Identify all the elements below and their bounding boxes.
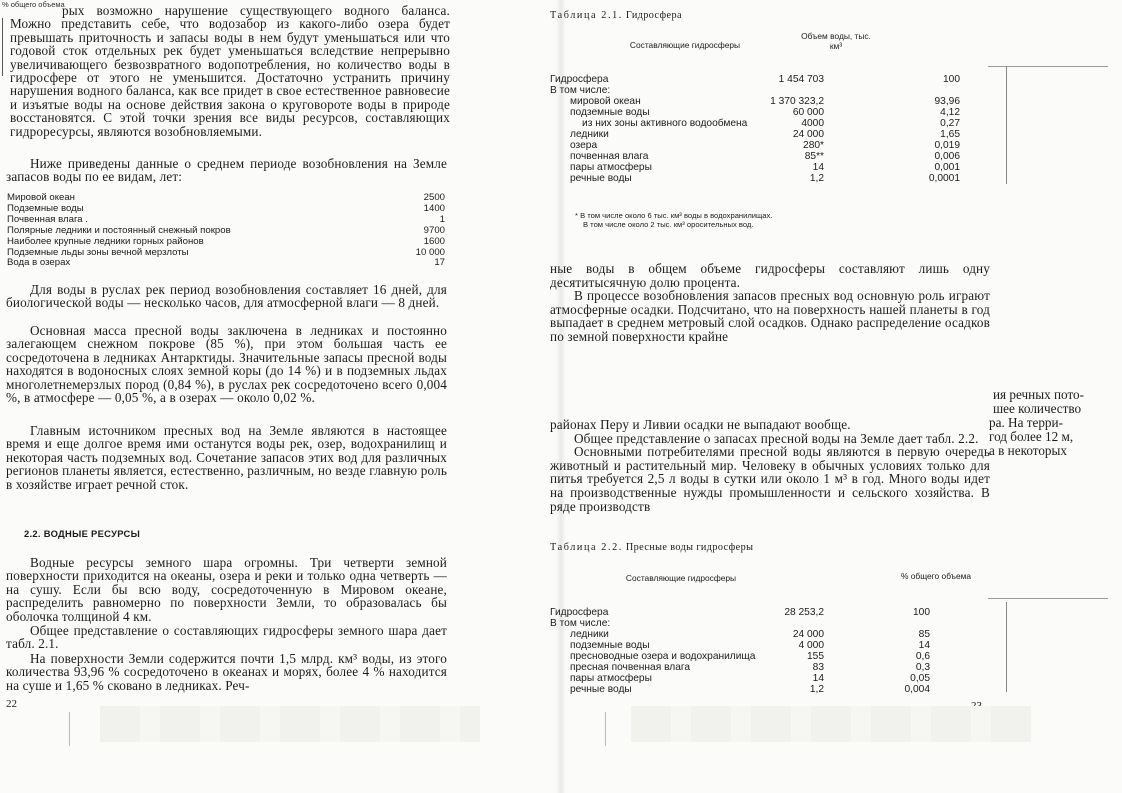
row-percent: 0,006 [934,151,960,162]
right-page [550,0,1122,793]
row-volume: 280* [803,140,824,151]
period-value: 17 [434,257,445,269]
table2 [550,607,970,695]
text-fragment: ра. На терри- [989,415,1063,430]
period-row [7,258,445,269]
table2-caption-title: Пресные воды гидросферы [625,542,754,553]
row-label: пресная почвенная влага [570,662,691,673]
scan-artifact [100,706,480,742]
row-volume: 85** [804,151,824,162]
period-value: 9700 [423,224,445,236]
table-row [550,640,970,651]
table-row [550,151,970,162]
row-label: ледники [570,629,609,640]
row-volume: 1 370 323,2 [770,96,824,107]
period-name: Подземные льды зоны вечной мерзлоты [7,246,189,258]
table-row [550,162,970,173]
row-percent: 0,019 [934,140,960,151]
period-value: 2500 [423,192,445,203]
period-name: Подземные воды [7,202,84,214]
table-row [550,607,970,618]
table-row [550,129,970,140]
section-title: 2.2. ВОДНЫЕ РЕСУРСЫ [24,528,141,539]
table2-col-percent: % общего объема [901,571,972,581]
row-volume: 14 [812,162,824,173]
paragraph-surface: На поверхности Земли содержится почти 1,5 млрд. км³ воды, из этого количества 93,96 % сосредоточено в океанах и морях, более 4 % находится на суше и 1,65 % сковано в ледниках. Реч- [6,651,447,693]
row-label: озера [570,140,598,151]
table1-col-component: Составляющие гидросферы [629,40,741,50]
row-percent: 0,3 [915,662,930,673]
paragraph-general: Общее представление о составляющих гидросферы земного шара дает табл. 2.1. [6,623,447,652]
row-label: речные воды [570,173,632,184]
row-percent: 4,12 [940,107,960,118]
period-row [7,226,445,237]
row-label: речные воды [570,684,632,695]
text-fragment: а в некоторых [989,443,1067,458]
table-row [550,74,970,85]
row-percent: 0,27 [940,118,960,129]
row-label: почвенная влага [570,151,649,162]
table1-caption-title: Гидросфера [625,10,682,21]
row-percent: 0,05 [910,673,930,684]
table-row [550,85,970,96]
table-row [550,684,970,695]
row-percent: 0,6 [915,651,930,662]
period-name: Почвенная влага . [7,213,88,225]
right-text-block-2 [550,418,990,513]
paragraph-renewal: В процессе возобновления запасов пресных вод основную роль играют атмосферные осадки. Подсчитано, что на поверхность нашей планеты в год выпадает в среднем метровый слой осадков. Однако распределение осадков по земной поверхности крайне [550,288,990,344]
period-list [7,193,445,269]
table1-col-volume: Объем воды, тыс. км³ [801,31,871,51]
table1-footnote-2: В том числе около 2 тыс. км³ оросительных вод. [583,220,754,229]
row-percent: 100 [913,607,930,618]
row-label: подземные воды [570,107,650,118]
table1-caption-prefix: Таблица 2.1. [550,10,623,21]
page-number-left: 22 [6,698,17,710]
scan-mark [69,712,70,746]
period-name: Мировой океан [7,192,75,203]
period-value: 10 000 [415,246,445,258]
margin-bracket [2,18,7,76]
row-label: В том числе: [550,85,611,96]
intro-paragraph: рых возможно нарушение существующего водного баланса. Можно представить себе, что водозабор из какого-либо озера будет превышать приточность и запасы воды в нем будут уменьшаться или что годовой сток отдельных рек будет уменьшаться вследствие непрерывно увеличивающего безвозвратного водопотребления, но количество воды в гидросфере от этого не уменьшится. Достаточно устранить причину нарушения водного баланса, как все придет в свое естественное равновесие и изъятые воды на основе действия закона о круговороте воды в природе восстановятся. С этой точки зрения все виды ресурсов, составляющих гидроресурсы, являются возобновляемыми. [10,3,450,139]
row-volume: 4 000 [798,640,824,651]
row-label: из них зоны активного водообмена [582,118,748,129]
table2-caption [550,542,753,553]
row-volume: 4000 [801,118,824,129]
row-label: пары атмосферы [570,673,652,684]
row-volume: 83 [812,662,824,673]
corner-note: % общего объема [2,0,65,9]
row-percent: 93,96 [934,96,960,107]
period-value: 1400 [423,202,445,214]
table-row [550,673,970,684]
row-label: пары атмосферы [570,162,652,173]
paragraph-general2: Общее представление о запасах пресной воды на Земле дает табл. 2.2. [574,430,979,446]
scan-line [1006,66,1007,184]
table-row [550,662,970,673]
row-percent: 1,65 [940,129,960,140]
left-page [0,0,560,793]
table1 [550,74,970,184]
table-row [550,140,970,151]
row-percent: 0,001 [934,162,960,173]
table1-caption [550,10,682,21]
scan-line [988,598,1108,599]
row-label: пресноводные озера и водохранилища [570,651,756,662]
table-row [550,173,970,184]
row-percent: 0,0001 [928,173,960,184]
row-volume: 1 454 703 [778,74,824,85]
row-label: ледники [570,129,609,140]
row-percent: 85 [918,629,930,640]
period-name: Полярные ледники и постоянный снежный покров [7,224,231,236]
paragraph-fresh-mass: Основная масса пресной воды заключена в ледниках и постоянно залегающем снежном покрове (85 %), при этом большая часть ее сосредоточена в ледниках Антарктиды. Значительные запасы пресной воды находятся в водоносных слоях земной коры (до 14 %) и в подземных льдах многолетнемерзлых пород (0,84 %), в руслах рек сосредоточено всего 0,004 %, в атмосфере — 0,05 %, а в озерах — около 0,02 %. [6,323,447,406]
text-fragment: ия речных пото- [993,387,1085,402]
row-volume: 60 000 [792,107,824,118]
paragraph-main-source: Главным источником пресных вод на Земле являются в настоящее время и еще долгое время ими останутся воды рек, озер, водохранилищ и некоторая часть подземных вод. Сочетание запасов этих вод для различных регионов планеты является, естественно, различным, но везде главную роль в хозяйстве играет речной сток. [6,423,447,492]
text-fragment: год более 12 м, [989,429,1074,444]
scan-artifact [631,706,1031,742]
paragraph-rivers-share: ные воды в общем объеме гидросферы составляют лишь одну десятитысячную долю процента. [550,261,990,290]
row-label: Гидросфера [550,607,609,618]
scan-mark [605,712,606,746]
table2-col-component: Составляющие гидросферы [625,573,737,583]
scan-line [1006,602,1007,692]
period-value: 1600 [423,235,445,247]
period-intro: Ниже приведены данные о среднем периоде возобновления на Земле запасов воды по ее видам, лет: [6,156,447,185]
row-percent: 14 [918,640,930,651]
paragraph-peru: районах Перу и Ливии осадки не выпадают вообще. [550,417,851,432]
paragraph-water-resources: Водные ресурсы земного шара огромны. Три четверти земной поверхности приходится на океаны, озера и реки и только одна четверть — на сушу. Если бы всю воду, сосредоточенную в Мировом океане, распределить равномерно по поверхности Земли, то образовалась бы оболочка толщиной 4 км. [6,555,447,624]
table1-footnote-1: * В том числе около 6 тыс. км³ воды в водохранилищах. [575,211,773,220]
row-percent: 0,004 [904,684,930,695]
row-volume: 24 000 [792,129,824,140]
row-label: Гидросфера [550,74,609,85]
right-text-block-1 [550,262,990,344]
text-fragment: шее количество [993,401,1082,416]
paragraph-rivers: Для воды в руслах рек период возобновления составляет 16 дней, для биологической воды — несколько часов, для атмосферной влаги — 8 дней. [6,282,447,311]
table-row [550,118,970,129]
row-volume: 155 [807,651,824,662]
row-label: мировой океан [570,96,641,107]
row-label: подземные воды [570,640,650,651]
row-volume: 1,2 [809,173,824,184]
row-volume: 28 253,2 [784,607,824,618]
table-row [550,651,970,662]
row-volume: 14 [812,673,824,684]
table2-caption-prefix: Таблица 2.2. [550,542,623,553]
table-row [550,107,970,118]
table-row [550,629,970,640]
period-value: 1 [439,213,445,225]
row-volume: 24 000 [792,629,824,640]
row-percent: 100 [943,74,960,85]
paragraph-consumers: Основными потребителями пресной воды являются в первую очередь животный и растительный мир. Человеку в обычных условиях только для питья требуется 2,5 л воды в сутки или около 1 м³ в год. Много воды идет на производственные нужды промышленности и сельского хозяйства. В ряде производств [550,444,990,514]
period-row [7,237,445,248]
period-row [7,248,445,259]
table-row [550,96,970,107]
table-row [550,618,970,629]
period-name: Вода в озерах [7,257,71,269]
row-label: В том числе: [550,618,611,629]
row-volume: 1,2 [809,684,824,695]
period-name: Наиболее крупные ледники горных районов [7,235,204,247]
